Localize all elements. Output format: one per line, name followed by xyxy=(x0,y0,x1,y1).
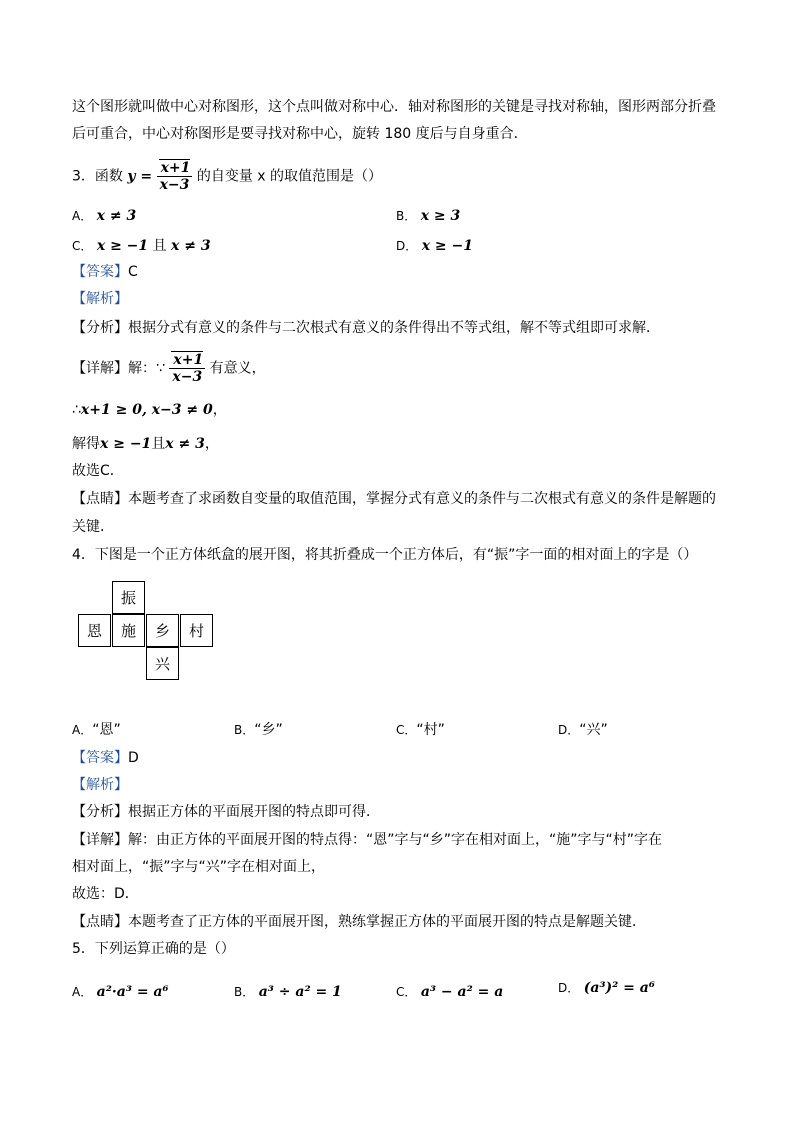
option-text: “恩” xyxy=(92,722,121,738)
q3-analysis-heading xyxy=(72,289,128,309)
option-label: C． xyxy=(72,239,93,253)
option-text: “村” xyxy=(416,722,445,738)
q5-stem: 5．下列运算正确的是（） xyxy=(72,941,235,957)
option-and: 且 xyxy=(152,238,167,254)
dianjing-text: 本题考查了求函数自变量的取值范围，掌握分式有意义的条件与二次根式有意义的条件是解题的 xyxy=(128,491,716,507)
q3-dianjing-cont: 关键． xyxy=(72,519,114,535)
q3-xiangjie-fraction xyxy=(169,352,205,385)
option-math: x ≥ −1 xyxy=(96,238,149,254)
option-math: a³ ÷ a² = 1 xyxy=(258,984,342,1000)
q4-stem: 4．下图是一个正方体纸盒的展开图，将其折叠成一个正方体后，有“振”字一面的相对面上的字是（） xyxy=(72,547,698,563)
q3-stem-suffix: 的自变量 x 的取值范围是（） xyxy=(196,168,383,185)
q4-option-d xyxy=(558,720,608,740)
net-cell-bottom: 兴 xyxy=(146,647,179,680)
intro-line-2: 后可重合，中心对称图形是要寻找对称中心，旋转 180 度后与自身重合． xyxy=(72,126,528,142)
fenxi-text: 根据分式有意义的条件与二次根式有意义的条件得出不等式组，解不等式组即可求解． xyxy=(128,320,660,336)
q3-func-fraction xyxy=(157,160,193,193)
q3-stem-prefix: 3．函数 xyxy=(72,168,123,185)
solve-pre: 解得 xyxy=(72,436,100,452)
q4-dianjing xyxy=(72,912,646,932)
solve-post: ， xyxy=(204,436,219,452)
answer-tag: 【答案】 xyxy=(72,264,128,280)
q4-option-c xyxy=(396,720,445,740)
option-label: B． xyxy=(396,209,417,223)
q4-answer xyxy=(72,748,139,768)
q4-analysis-heading xyxy=(72,775,128,795)
q3-option-d xyxy=(396,236,473,256)
solve-math: x ≥ −1 xyxy=(100,436,152,452)
q4-choose: 故选：D． xyxy=(72,886,139,902)
xiangjie-pre: 解：∵ xyxy=(128,360,165,377)
comma: ， xyxy=(212,402,227,418)
q4-option-a xyxy=(72,720,121,740)
fenxi-text: 根据正方体的平面展开图的特点即可得． xyxy=(128,804,380,820)
option-label: C． xyxy=(396,985,417,999)
dianjing-tag: 【点睛】 xyxy=(72,491,128,507)
option-label: D． xyxy=(558,723,580,737)
answer-tag: 【答案】 xyxy=(72,750,128,766)
net-cell-top: 振 xyxy=(112,581,145,614)
q3-answer xyxy=(72,262,138,282)
option-label: D． xyxy=(558,981,580,995)
net-cell-row-4: 村 xyxy=(180,614,213,647)
xiangjie-tag: 【详解】 xyxy=(72,832,128,848)
q4-xiangjie-cont: 相对面上，“振”字与“兴”字在相对面上， xyxy=(72,859,326,875)
option-math: x ≥ 3 xyxy=(420,208,461,224)
analysis-tag: 【解析】 xyxy=(72,777,128,793)
intro-line-1: 这个图形就叫做中心对称图形，这个点叫做对称中心．轴对称图形的关键是寻找对称轴，图形两部分折叠 xyxy=(72,99,716,115)
fraction-denominator: x−3 xyxy=(172,369,203,385)
option-label: C． xyxy=(396,723,417,737)
net-cell-row-3: 乡 xyxy=(146,614,179,647)
q3-func-denominator: x−3 xyxy=(159,177,190,193)
answer-value: C xyxy=(128,264,138,280)
option-math: a³ − a² = a xyxy=(420,984,504,1000)
q3-option-a xyxy=(72,206,136,226)
q5-option-a xyxy=(72,982,169,1002)
net-cell-row-1: 恩 xyxy=(78,614,111,647)
analysis-tag: 【解析】 xyxy=(72,291,128,307)
q3-xiangjie xyxy=(72,352,266,385)
fenxi-tag: 【分析】 xyxy=(72,320,128,336)
q3-choose: 故选C． xyxy=(72,463,124,479)
q4-xiangjie xyxy=(72,830,662,850)
dianjing-tag: 【点睛】 xyxy=(72,914,128,930)
q4-option-b xyxy=(234,720,283,740)
q3-option-c xyxy=(72,236,211,256)
q3-solve xyxy=(72,434,219,454)
therefore-symbol: ∴ xyxy=(72,402,81,418)
option-text: “兴” xyxy=(579,722,608,738)
solve-math: x ≠ 3 xyxy=(165,436,205,452)
solve-and: 且 xyxy=(151,436,166,452)
q5-option-c xyxy=(396,982,503,1002)
option-label: B． xyxy=(234,985,255,999)
option-math: (a³)² = a⁶ xyxy=(583,980,655,996)
net-cell-row-2: 施 xyxy=(112,614,145,647)
q3-conditions xyxy=(72,400,227,420)
option-math: x ≠ 3 xyxy=(171,238,211,254)
xiangjie-text: 解：由正方体的平面展开图的特点得：“恩”字与“乡”字在相对面上，“施”字与“村”字在 xyxy=(128,832,663,848)
xiangjie-post: 有意义， xyxy=(209,360,266,377)
fraction-numerator: x+1 xyxy=(173,352,204,368)
option-label: A． xyxy=(72,723,93,737)
fenxi-tag: 【分析】 xyxy=(72,804,128,820)
q3-fenxi xyxy=(72,318,660,338)
option-math: x ≠ 3 xyxy=(96,208,137,224)
option-label: B． xyxy=(234,723,255,737)
q3-func-numerator: x+1 xyxy=(160,160,191,176)
dianjing-text: 本题考查了正方体的平面展开图，熟练掌握正方体的平面展开图的特点是解题关键． xyxy=(128,914,646,930)
option-label: A． xyxy=(72,209,93,223)
option-label: D． xyxy=(396,239,418,253)
xiangjie-tag: 【详解】 xyxy=(72,360,128,377)
q5-option-b xyxy=(234,982,342,1002)
option-math: a²·a³ = a⁶ xyxy=(96,984,169,1000)
q5-option-d xyxy=(558,978,655,998)
option-math: x ≥ −1 xyxy=(421,238,473,254)
q3-stem xyxy=(72,160,382,193)
q3-option-b xyxy=(396,206,460,226)
conditions-math: x+1 ≥ 0, x−3 ≠ 0 xyxy=(80,402,213,418)
q3-func-y: y = xyxy=(127,168,153,185)
answer-value: D xyxy=(128,750,139,766)
option-text: “乡” xyxy=(254,722,283,738)
q3-dianjing xyxy=(72,489,716,509)
q4-fenxi xyxy=(72,802,380,822)
option-label: A． xyxy=(72,985,93,999)
